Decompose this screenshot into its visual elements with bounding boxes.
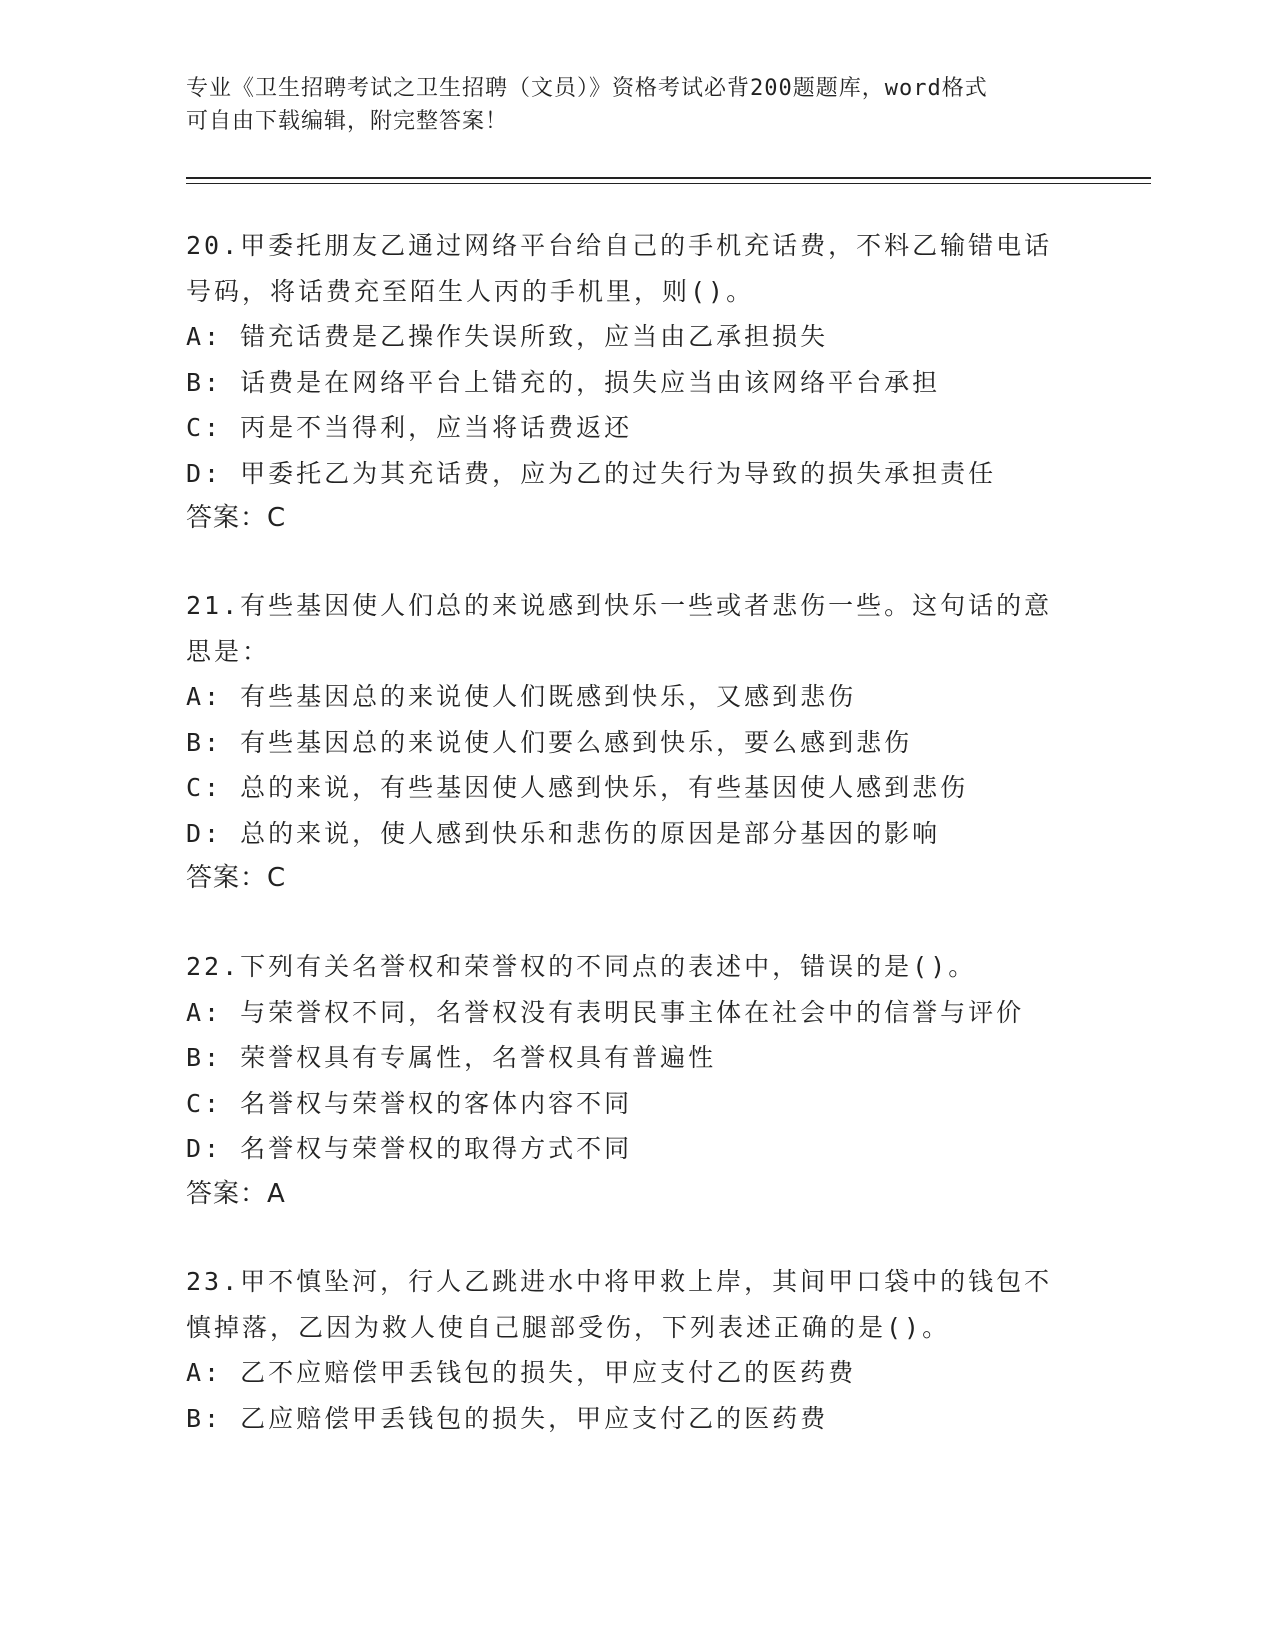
option-d: D: 甲委托乙为其充话费，应为乙的过失行为导致的损失承担责任 [186, 458, 997, 488]
option-c: C: 总的来说，有些基因使人感到快乐，有些基因使人感到悲伤 [186, 773, 969, 802]
header-line-2: 可自由下载编辑，附完整答案！ [186, 109, 509, 134]
question-stem: 22.下列有关名誉权和荣誉权的不同点的表述中，错误的是()。 [186, 952, 977, 981]
question-stem-continued: 慎掉落，乙因为救人使自己腿部受伤，下列表述正确的是()。 [186, 1312, 951, 1342]
document-header [186, 72, 1086, 138]
answer: 答案：C [186, 863, 287, 893]
question-stem-continued: 号码，将话费充至陌生人丙的手机里，则()。 [186, 276, 755, 306]
option-c: C: 名誉权与荣誉权的客体内容不同 [186, 1088, 633, 1118]
question-23 [186, 1259, 1086, 1441]
option-b: B: 荣誉权具有专属性，名誉权具有普遍性 [186, 1043, 717, 1072]
answer: 答案：A [186, 1178, 286, 1209]
option-c: C: 丙是不当得利，应当将话费返还 [186, 413, 633, 442]
header-divider-thin [186, 183, 1151, 184]
option-d: D: 总的来说，使人感到快乐和悲伤的原因是部分基因的影响 [186, 818, 941, 848]
option-b: B: 话费是在网络平台上错充的，损失应当由该网络平台承担 [186, 367, 941, 397]
answer: 答案：C [186, 503, 287, 533]
question-20 [186, 223, 1086, 542]
header-line-1: 专业《卫生招聘考试之卫生招聘（文员）》资格考试必背200题题库，word格式 [186, 76, 988, 101]
option-a: A: 乙不应赔偿甲丢钱包的损失，甲应支付乙的医药费 [186, 1358, 857, 1387]
question-stem: 23.甲不慎坠河，行人乙跳进水中将甲救上岸，其间甲口袋中的钱包不 [186, 1267, 1053, 1296]
question-stem-continued: 思是： [186, 636, 271, 666]
option-a: A: 有些基因总的来说使人们既感到快乐，又感到悲伤 [186, 682, 857, 711]
option-b: B: 有些基因总的来说使人们要么感到快乐，要么感到悲伤 [186, 727, 913, 757]
question-21 [186, 583, 1086, 902]
header-divider-thick [186, 177, 1151, 179]
option-a: A: 与荣誉权不同，名誉权没有表明民事主体在社会中的信誉与评价 [186, 997, 1025, 1027]
option-a: A: 错充话费是乙操作失误所致，应当由乙承担损失 [186, 322, 829, 351]
question-stem: 20.甲委托朋友乙通过网络平台给自己的手机充话费，不料乙输错电话 [186, 231, 1053, 260]
option-d: D: 名誉权与荣誉权的取得方式不同 [186, 1134, 633, 1163]
question-22 [186, 944, 1086, 1217]
option-b: B: 乙应赔偿甲丢钱包的损失，甲应支付乙的医药费 [186, 1403, 829, 1433]
question-stem: 21.有些基因使人们总的来说感到快乐一些或者悲伤一些。这句话的意 [186, 591, 1053, 620]
